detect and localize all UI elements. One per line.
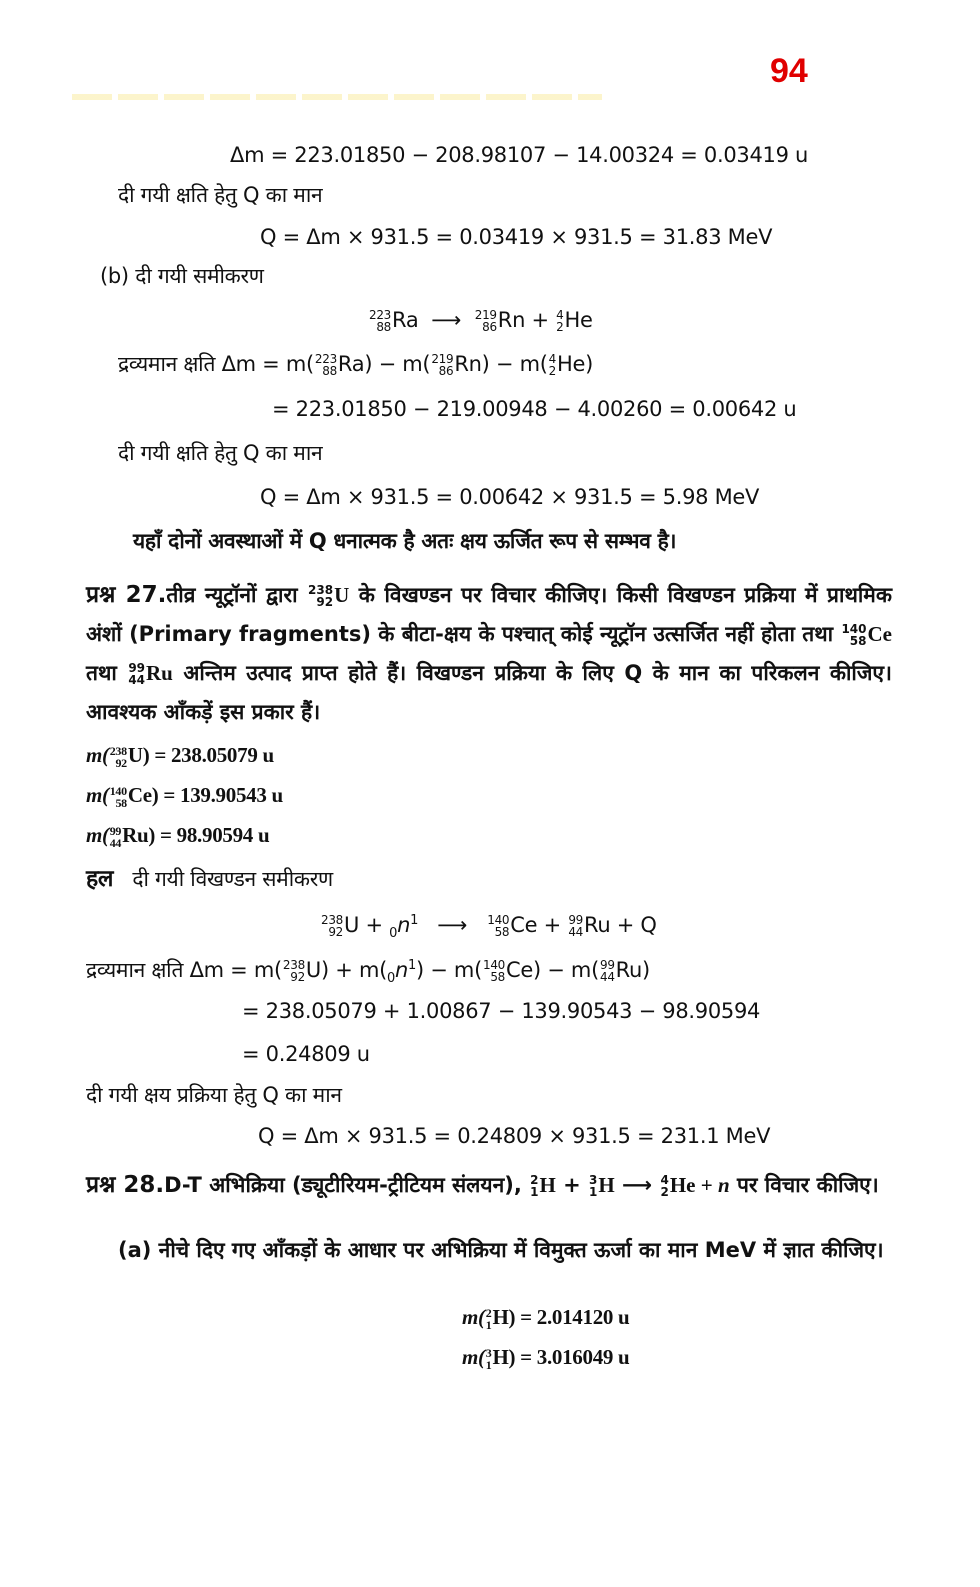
radium-decay-equation: 223 88 Ra ⟶ 219 86 Rn + 4 2 He [369,308,593,334]
fission-equation: 238 92 $U + _0n^1$ ⟶ 140 58 Ce + 99 44 Ru + Q [321,913,657,942]
fission-mass-values: = 238.05079 + 1.00867 − 139.90543 − 98.90594 [242,999,761,1023]
mass-defect-b-values: = 223.01850 − 219.00948 − 4.00260 = 0.00642 u [272,397,797,421]
faded-header-bleed [72,94,602,100]
question-28: प्रश्न 28.D-T अभिक्रिया (ड्यूटीरियम-ट्रीटियम संलयन), 2 1 H + 3 1 H ⟶ 4 2 He + n पर विचार कीजिए। [86,1172,879,1199]
mass-h3: m( 3 1 H) = 3.016049 u [462,1345,630,1373]
fission-q-label: दी गयी क्षय प्रक्रिया हेतु Q का मान [86,1083,342,1107]
q-value-b: Q = Δm × 931.5 = 0.00642 × 931.5 = 5.98 MeV [260,485,760,509]
fission-q-value: Q = Δm × 931.5 = 0.24809 × 931.5 = 231.1 MeV [258,1124,771,1148]
question-27: प्रश्न 27.तीव्र न्यूट्रॉनों द्वारा 238 92 U के विखण्डन पर विचार कीजिए। किसी विखण्डन प्रक्रिया में प्राथमिक अंशों (Primary fragments) के बीटा-क्षय के पश्चात् कोई न्यूट्रॉन उत्सर्जित नहीं होता तथा 140 58 Ce तथा 99 44 Ru अन्तिम उत्पाद प्राप्त होते हैं। विखण्डन प्रक्रिया के लिए Q के मान का परिकलन कीजिए। आवश्यक आँकड़ें इस प्रकार हैं। [86,582,892,724]
mass-u238: m( 238 92 U) = 238.05079 u [86,743,274,771]
q-value-a: Q = Δm × 931.5 = 0.03419 × 931.5 = 31.83 MeV [260,225,773,249]
conclusion: यहाँ दोनों अवस्थाओं में Q धनात्मक है अतः क्षय ऊर्जित रूप से सम्भव है। [133,529,677,553]
mass-defect-a: Δm = 223.01850 − 208.98107 − 14.00324 = 0.03419 u [230,143,809,167]
fission-mass-defect-formula: द्रव्यमान क्षति Δm = m( 238 92 $U) + m(_0n^1) - m$( 140 58 Ce) − m( 99 44 Ru) [86,958,650,987]
mass-h2: m( 2 1 H) = 2.014120 u [462,1305,630,1333]
fission-mass-result: = 0.24809 u [242,1042,370,1066]
mass-ce140: m( 140 58 Ce) = 139.90543 u [86,783,283,811]
mass-defect-b-formula: द्रव्यमान क्षति Δm = m( 223 88 Ra) − m( 219 86 Rn) − m( 4 2 He) [118,352,594,378]
part-b-label: (b) दी गयी समीकरण [100,264,264,288]
question-28-part-a: (a) नीचे दिए गए आँकड़ों के आधार पर अभिक्रिया में विमुक्त ऊर्जा का मान MeV में ज्ञात कीजिए। [118,1238,884,1262]
page-number: 94 [770,52,808,90]
mass-ru99: m( 99 44 Ru) = 98.90594 u [86,823,270,851]
q-label-a: दी गयी क्षति हेतु Q का मान [118,183,323,207]
solution-heading: हल दी गयी विखण्डन समीकरण [86,866,333,892]
q-label-b: दी गयी क्षति हेतु Q का मान [118,441,323,465]
